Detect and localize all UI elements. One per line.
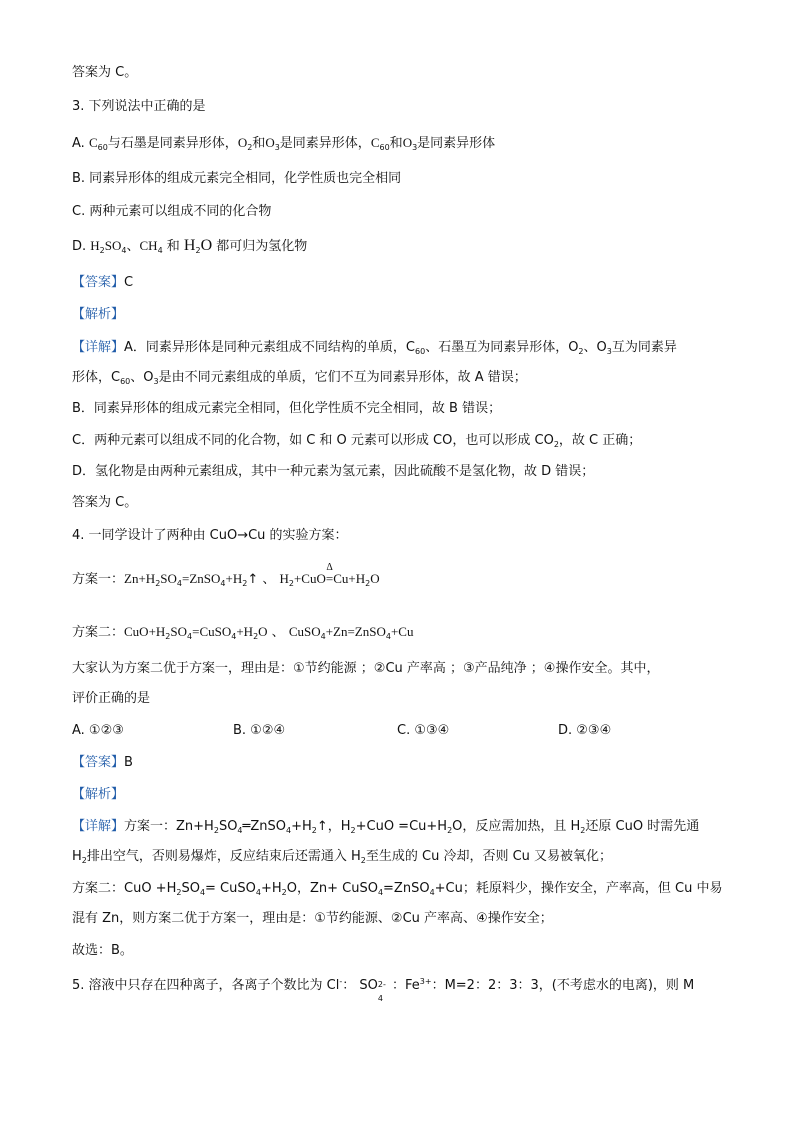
q3-option-a: A. $C_{60}$与石墨是同素异形体，$O_2$和$O_3$是同素异形体，$C_{60}$和$O_3$是同素异形体 — [72, 135, 496, 152]
q3-detail-5: D．氢化物是由两种元素组成，其中一种元素为氢元素，因此硫酸不是氢化物，故 D 错误； — [72, 464, 595, 479]
q4-reason-line-2: 评价正确的是 — [72, 691, 151, 706]
q4-scheme-2: 方案二：$CuO+H_2SO_4=CuSO_4+H_2O$ 、 CuSO$_4$+Zn=ZnSO$_4$+Cu — [72, 624, 414, 641]
detail-tag: 【详解】 — [72, 340, 125, 355]
answer-tag: 【答案】 — [72, 275, 125, 290]
q4-conclusion: 故选：B。 — [72, 943, 133, 958]
q5-stem: 5. 溶液中只存在四种离子，各离子个数比为 Cl-： SO 2- 4 ：$Fe^{3+}$：M=2：2：3：3，(不考虑水的电离)，则 M — [72, 977, 695, 1003]
q3-detail-3: B．同素异形体的组成元素完全相同，但化学性质不完全相同，故 B 错误； — [72, 401, 502, 416]
q4-detail-3: 方案二：CuO $+H_2SO_4=$ $CuSO_4+H_2O$，Zn+ CuSO$_4$=ZnSO$_4$+Cu；耗原料少，操作安全，产率高，但 Cu 中易 — [72, 881, 723, 897]
q4-detail-4: 混有 Zn，则方案二优于方案一，理由是：①节约能源、②Cu 产率高、④操作安全； — [72, 911, 553, 926]
q3-option-d: D. $H_2SO_4$、$CH_4$ 和 $H_2O$ 都可归为氢化物 — [72, 237, 308, 255]
q3-conclusion: 答案为 C。 — [72, 495, 138, 510]
q4-answer: 【答案】B — [72, 755, 133, 770]
q4-option-b: B. ①②④ — [233, 723, 286, 738]
answer-tag: 【答案】 — [72, 755, 125, 770]
q3-stem: 3. 下列说法中正确的是 — [72, 99, 206, 114]
q4-detail-2: $H_2$排出空气，否则易爆炸，反应结束后还需通入 $H_2$至生成的 Cu 冷却，否则 Cu 又易被氧化； — [72, 849, 613, 865]
q4-scheme-1: 方案一：$Zn+H_2SO_4=ZnSO_4+H_2↑$ 、 $H_2+CuO$ Δ $=Cu+H_2O$ — [72, 562, 380, 588]
q4-analysis-tag: 【解析】 — [72, 787, 125, 802]
q4-option-c: C. ①③④ — [397, 723, 450, 738]
q3-option-c: C. 两种元素可以组成不同的化合物 — [72, 204, 272, 219]
q4-detail-1: 【详解】方案一：$Zn+H_2SO_4═ZnSO_4+H_2↑$，$H_2+CuO =Cu+H_2O$，反应需加热，且 $H_2$还原 CuO 时需先通 — [72, 819, 700, 835]
q3-option-b: B. 同素异形体的组成元素完全相同，化学性质也完全相同 — [72, 171, 402, 186]
q3-answer: 【答案】C — [72, 275, 134, 290]
q3-detail-4: C．两种元素可以组成不同的化合物，如 C 和 O 元素可以形成 CO，也可以形成 $CO_2$，故 C 正确； — [72, 433, 642, 449]
q4-reason-line-1: 大家认为方案二优于方案一，理由是：①节约能源 ；②Cu 产率高 ；③产品纯净 ；④操作安全。其中， — [72, 661, 660, 676]
prev-answer-line: 答案为 C。 — [72, 65, 138, 80]
q4-stem: 4. 一同学设计了两种由 CuO→Cu 的实验方案： — [72, 528, 348, 543]
heat-condition-equals: Δ = — [325, 562, 334, 586]
q3-detail-1: 【详解】A．同素异形体是同种元素组成不同结构的单质，$C_{60}$、石墨互为同素异形体，$O_2$、$O_3$互为同素异 — [72, 340, 677, 356]
detail-tag: 【详解】 — [72, 819, 125, 834]
q4-option-d: D. ②③④ — [558, 723, 612, 738]
q3-analysis-tag: 【解析】 — [72, 307, 125, 322]
q4-option-a: A. ①②③ — [72, 723, 124, 738]
q3-detail-2: 形体，$C_{60}$、$O_3$是由不同元素组成的单质，它们不互为同素异形体，故 A 错误； — [72, 370, 527, 386]
